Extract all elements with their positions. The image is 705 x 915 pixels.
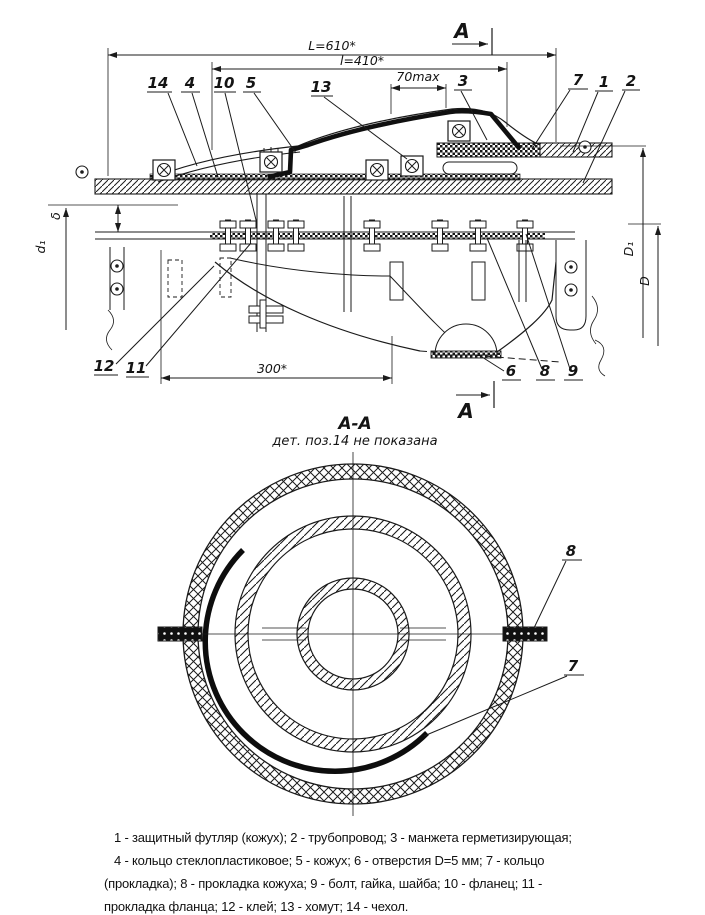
section-letter-top: A xyxy=(454,19,470,43)
section-label-8: 8 xyxy=(565,542,577,560)
part-label-6: 6 xyxy=(505,362,517,380)
parts-legend xyxy=(104,826,644,915)
cover-bottom-contour xyxy=(215,262,420,351)
cover-gasket-tab-left xyxy=(158,627,202,641)
part-label-13: 13 xyxy=(310,78,332,96)
flange-gasket xyxy=(210,233,545,239)
part-label-5: 5 xyxy=(245,74,257,92)
clamp-bolt-icon xyxy=(260,152,282,172)
cover-gasket-tab-right xyxy=(503,627,547,641)
part-label-10: 10 xyxy=(213,74,235,92)
rivet-icon xyxy=(579,141,591,153)
part-label-11: 11 xyxy=(125,359,147,377)
clamp-screw-icon xyxy=(565,261,577,273)
section-title: А-А xyxy=(338,414,372,434)
cover-end-curl xyxy=(595,340,605,376)
break-line xyxy=(106,310,113,350)
section-view xyxy=(158,414,584,816)
spacer xyxy=(390,262,403,300)
clamp-bolt-icon xyxy=(401,156,423,176)
dim-l: l=410* xyxy=(339,53,385,68)
part-label-2: 2 xyxy=(625,72,637,90)
rivet-icon xyxy=(76,166,88,178)
clamp-bolt-icon xyxy=(366,160,388,180)
legend-line: 1 - защитный футляр (кожух); 2 - трубопровод; 3 - манжета герметизирующая; xyxy=(114,830,572,845)
section-marker-top xyxy=(452,19,492,55)
legend-line: прокладка фланца; 12 - клей; 13 - хомут; 14 - чехол. xyxy=(104,899,409,914)
drain-holes-strip xyxy=(431,351,501,358)
main-view xyxy=(33,19,661,423)
pipe-assembly xyxy=(76,108,612,194)
part-label-8: 8 xyxy=(539,362,551,380)
dim-delta: δ xyxy=(48,212,63,220)
clamp-screw-icon xyxy=(565,284,577,296)
flange-plate xyxy=(344,196,351,312)
dim-L: L=610* xyxy=(308,38,356,53)
section-marker-bottom xyxy=(456,381,494,423)
dim-d1: d₁ xyxy=(33,240,48,254)
clamp-plate xyxy=(110,247,124,310)
flange-joint xyxy=(95,220,575,251)
dim-D1: D₁ xyxy=(621,241,636,257)
section-letter-bottom: A xyxy=(458,399,474,423)
part-labels-bottom xyxy=(94,234,583,384)
legend-line: (прокладка); 8 - прокладка кожуха; 9 - болт, гайка, шайба; 10 - фланец; 11 - xyxy=(104,876,543,891)
dim-D: D xyxy=(637,276,652,286)
dim-70max: 70max xyxy=(396,69,440,84)
dim-300: 300* xyxy=(256,361,288,376)
clamp-bolt-icon xyxy=(448,121,470,141)
part-label-4: 4 xyxy=(184,74,196,92)
spacer xyxy=(472,262,485,300)
drain-dome xyxy=(435,324,497,355)
gasket-ring xyxy=(437,143,540,157)
part-label-7: 7 xyxy=(572,71,584,89)
part-label-1: 1 xyxy=(598,73,610,91)
break-line xyxy=(590,296,597,344)
part-label-9: 9 xyxy=(567,362,579,380)
clamp-bolt-icon xyxy=(153,160,175,180)
glue-strip xyxy=(150,174,520,180)
clamp-screw-icon xyxy=(111,283,123,295)
section-subtitle: дет. поз.14 не показана xyxy=(272,434,438,449)
section-label-7: 7 xyxy=(567,657,579,675)
cover-fold xyxy=(443,162,517,174)
legend-line: 4 - кольцо стеклопластиковое; 5 - кожух; 6 - отверстия D=5 мм; 7 - кольцо xyxy=(114,853,545,868)
hidden-hole xyxy=(168,260,182,297)
part-label-12: 12 xyxy=(93,357,115,375)
clamp-screw-icon xyxy=(111,260,123,272)
pipe-wall xyxy=(95,179,612,194)
part-label-3: 3 xyxy=(457,72,469,90)
part-label-14: 14 xyxy=(147,74,169,92)
